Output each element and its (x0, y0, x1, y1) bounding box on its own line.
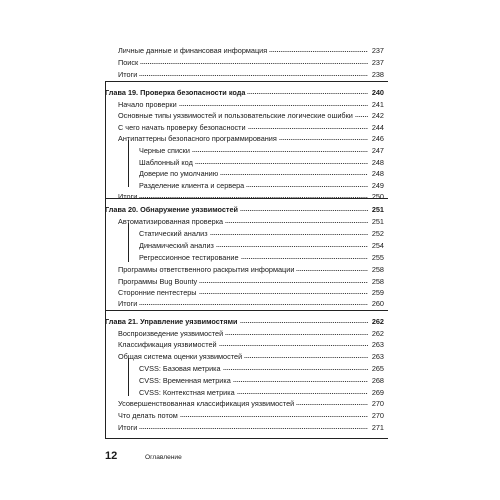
toc-entry-title: Что делать потом (118, 411, 178, 420)
toc-entry (0, 166, 500, 178)
toc-entry-title: Начало проверки (118, 100, 177, 109)
toc-entry-page: 246 (371, 134, 384, 143)
toc-entry-page: 249 (371, 181, 384, 190)
dot-leader (219, 341, 368, 347)
toc-row (118, 396, 384, 408)
dot-leader (355, 112, 368, 118)
toc-entry-title: Динамический анализ (139, 241, 214, 250)
toc-row (118, 296, 384, 308)
toc-entry (0, 131, 500, 143)
toc-entry (0, 296, 500, 308)
toc-entry-title: CVSS: Контекстная метрика (139, 388, 235, 397)
toc-entry-title: CVSS: Базовая метрика (139, 364, 221, 373)
chapter-rule (105, 310, 388, 311)
toc-entry-title: Регрессионное тестирование (139, 253, 239, 262)
toc-entry-title: Итоги (118, 70, 138, 79)
toc-entry-title: Статический анализ (139, 229, 208, 238)
toc-entry-title: Сторонние пентестеры (118, 288, 197, 297)
toc-entry (0, 373, 500, 385)
toc-entry-page: 262 (371, 317, 384, 326)
dot-leader (199, 289, 368, 295)
toc-entry-page: 248 (371, 158, 384, 167)
chapter-rule (105, 198, 388, 199)
dot-leader (139, 300, 368, 306)
toc-entry-page: 260 (371, 299, 384, 308)
toc-entry-title: Разделение клиента и сервера (139, 181, 245, 190)
toc-entry-title: Глава 21. Управление уязвимостями (105, 317, 238, 326)
dot-leader (220, 170, 368, 176)
toc-entry (0, 43, 500, 55)
subsection-rule (128, 358, 129, 396)
dot-leader (244, 353, 368, 359)
dot-leader (237, 389, 368, 395)
toc-row (105, 202, 384, 214)
dot-leader (139, 424, 368, 430)
toc-entry (0, 238, 500, 250)
toc-row (118, 131, 384, 143)
toc-entry-page: 255 (371, 253, 384, 262)
toc-entry-page: 252 (371, 229, 384, 238)
dot-leader (179, 101, 368, 107)
dot-leader (233, 377, 368, 383)
toc-entry-page: 265 (371, 364, 384, 373)
toc-entry-title: Шаблонный код (139, 158, 193, 167)
toc-entry (0, 349, 500, 361)
toc-row (118, 67, 384, 79)
dot-leader (225, 218, 368, 224)
toc-row (139, 238, 384, 250)
dot-leader (140, 59, 368, 65)
subsection-rule (128, 140, 129, 187)
toc-row (139, 143, 384, 155)
toc-entry-title: Поиск (118, 58, 139, 67)
subsection-rule (128, 223, 129, 262)
toc-entry-title: Основные типы уязвимостей и пользовательские логические ошибки (118, 111, 353, 120)
toc-chapter-entry (0, 85, 500, 97)
toc-entry-title: Итоги (118, 192, 138, 201)
toc-entry-title: Личные данные и финансовая информация (118, 46, 268, 55)
toc-entry (0, 250, 500, 262)
toc-entry-title: CVSS: Временная метрика (139, 376, 231, 385)
toc-row (118, 189, 384, 201)
toc-entry (0, 214, 500, 226)
toc-entry-page: 254 (371, 241, 384, 250)
toc-row (118, 108, 384, 120)
dot-leader (279, 135, 368, 141)
toc-entry-page: 270 (371, 411, 384, 420)
dot-leader (223, 365, 368, 371)
dot-leader (241, 254, 368, 260)
toc-entry (0, 108, 500, 120)
toc-entry-page: 244 (371, 123, 384, 132)
toc-chapter-entry (0, 202, 500, 214)
margin-rule (105, 81, 106, 438)
toc-entry-title: Глава 20. Обнаружение уязвимостей (105, 205, 239, 214)
toc-row (118, 420, 384, 432)
toc-entry (0, 262, 500, 274)
toc-entry-page: 238 (371, 70, 384, 79)
section-label: Оглавление (145, 454, 182, 461)
toc-entry-page: 241 (371, 100, 384, 109)
dot-leader (296, 266, 368, 272)
dot-leader (240, 318, 368, 324)
toc-entry (0, 420, 500, 432)
toc-entry-page: 250 (371, 192, 384, 201)
toc-entry-page: 262 (371, 329, 384, 338)
toc-entry-title: Итоги (118, 423, 138, 432)
toc-row (118, 337, 384, 349)
toc-entry-page: 259 (371, 288, 384, 297)
toc-entry-page: 270 (371, 399, 384, 408)
toc-row (139, 250, 384, 262)
toc-entry-title: Общая система оценки уязвимостей (118, 352, 243, 361)
toc-entry-page: 263 (371, 352, 384, 361)
dot-leader (139, 71, 368, 77)
toc-entry-page: 248 (371, 169, 384, 178)
toc-entry (0, 337, 500, 349)
dot-leader (216, 242, 368, 248)
toc-row (105, 314, 384, 326)
toc-entry-title: Глава 19. Проверка безопасности кода (105, 88, 246, 97)
toc-entry-page: 237 (371, 46, 384, 55)
toc-row (139, 361, 384, 373)
dot-leader (248, 124, 368, 130)
dot-leader (296, 400, 368, 406)
toc-entry-page: 251 (371, 205, 384, 214)
dot-leader (210, 230, 368, 236)
toc-entry (0, 226, 500, 238)
toc-row (139, 166, 384, 178)
dot-leader (240, 206, 368, 212)
toc-entry-title: Доверие по умолчанию (139, 169, 219, 178)
toc-entry-page: 242 (371, 111, 384, 120)
toc-entry-title: Антипаттерны безопасного программирования (118, 134, 277, 143)
toc-entry (0, 67, 500, 79)
toc-row (139, 373, 384, 385)
toc-entry-page: 271 (371, 423, 384, 432)
toc-entry (0, 396, 500, 408)
toc-entry-page: 269 (371, 388, 384, 397)
toc-entry-page: 251 (371, 217, 384, 226)
toc-entry-page: 258 (371, 265, 384, 274)
toc-entry (0, 55, 500, 67)
toc-entry-title: Воспроизведение уязвимостей (118, 329, 224, 338)
dot-leader (269, 47, 368, 53)
toc-row (118, 55, 384, 67)
toc-entry-title: Итоги (118, 299, 138, 308)
toc-row (118, 262, 384, 274)
toc-row (105, 85, 384, 97)
toc-entry-title: Автоматизированная проверка (118, 217, 224, 226)
toc-entry (0, 408, 500, 420)
page-footer (105, 450, 182, 462)
dot-leader (180, 412, 368, 418)
toc-entry-title: С чего начать проверку безопасности (118, 123, 246, 132)
page-number: 12 (105, 450, 118, 462)
dot-leader (225, 330, 368, 336)
toc-entry-page: 268 (371, 376, 384, 385)
toc-row (139, 226, 384, 238)
footer-rule (105, 438, 388, 439)
toc-row (118, 43, 384, 55)
toc-row (118, 214, 384, 226)
toc-chapter-entry (0, 314, 500, 326)
dot-leader (246, 182, 368, 188)
toc-row (118, 408, 384, 420)
toc-entry-title: Программы Bug Bounty (118, 277, 198, 286)
toc-row (118, 349, 384, 361)
dot-leader (192, 147, 368, 153)
toc-entry-page: 247 (371, 146, 384, 155)
dot-leader (195, 159, 368, 165)
toc-entry-title: Классификация уязвимостей (118, 340, 217, 349)
toc-entry-page: 240 (371, 88, 384, 97)
toc-entry (0, 143, 500, 155)
toc-entry-page: 258 (371, 277, 384, 286)
toc-entry-page: 237 (371, 58, 384, 67)
toc-entry-title: Черные списки (139, 146, 190, 155)
toc-entry-page: 263 (371, 340, 384, 349)
chapter-rule (105, 81, 388, 82)
toc-entry-title: Программы ответственного раскрытия информации (118, 265, 295, 274)
toc-entry (0, 189, 500, 201)
toc-entry (0, 361, 500, 373)
toc-entry-title: Усовершенствованная классификация уязвимостей (118, 399, 295, 408)
dot-leader (247, 89, 368, 95)
dot-leader (199, 278, 368, 284)
